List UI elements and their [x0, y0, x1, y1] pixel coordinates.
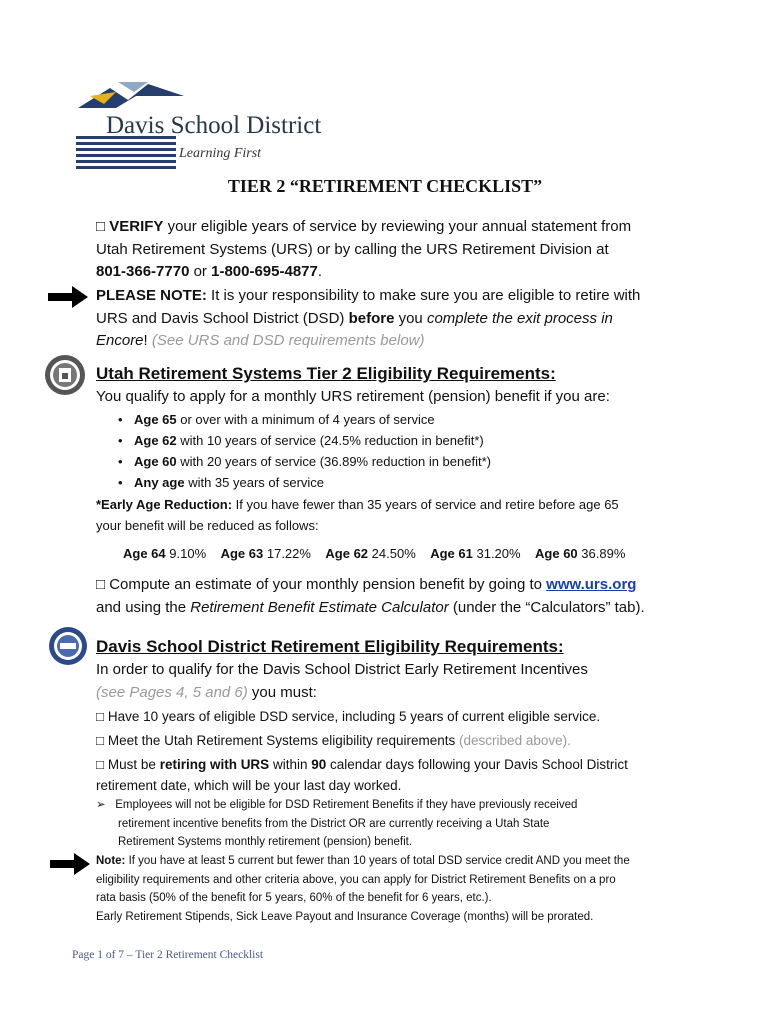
district-logo — [76, 78, 366, 178]
page-title: TIER 2 “RETIREMENT CHECKLIST” — [227, 176, 543, 196]
reduction-item: Age 64 9.10% — [123, 546, 207, 561]
urs-heading: Utah Retirement Systems Tier 2 Eligibility Requirements: — [96, 364, 556, 383]
dsd-exception: ➢ Employees will not be eligible for DSD Retirement Benefits if they have previously received retirement incentive benefits from the District OR are currently receiving a Utah State Retirement Systems monthly retirement (pension) benefit. — [96, 799, 578, 848]
reduction-item: Age 61 31.20% — [430, 546, 521, 561]
dsd-seal-icon — [48, 626, 88, 666]
list-item: • Age 60 with 20 years of service (36.89% reduction in benefit*) — [118, 454, 491, 469]
dsd-note: Note: If you have at least 5 current but fewer than 10 years of total DSD service credit AND you meet the eligibility requirements and other criteria above, you can apply for District Retirement Benefits on a pro rata basis (50% of the benefit for 5 years, 60% of the benefit for 6 years, etc.). Early Retirement Stipends, Sick Leave Payout and Insurance Coverage (months) will be prorated. — [96, 855, 630, 923]
dsd-intro: In order to qualify for the Davis School District Early Retirement Incentives (see Pages 4, 5 and 6) you must: — [96, 661, 588, 701]
list-item: • Any age with 35 years of service — [118, 475, 325, 490]
urs-link[interactable]: www.urs.org — [546, 576, 637, 593]
logo-tagline: Learning First — [179, 146, 262, 161]
reduction-item: Age 63 17.22% — [220, 546, 311, 561]
early-age-reduction: *Early Age Reduction: If you have fewer than 35 years of service and retire before age 65 your benefit will be reduced as follows: — [96, 497, 619, 533]
arrow-bullet-icon: ➢ — [96, 799, 106, 811]
dsd-check-1: □ Have 10 years of eligible DSD service, including 5 years of current eligible service. — [96, 709, 601, 724]
right-arrow-icon — [48, 286, 88, 308]
dsd-heading: Davis School District Retirement Eligibility Requirements: — [96, 637, 564, 656]
urs-intro: You qualify to apply for a monthly URS retirement (pension) benefit if you are: — [96, 388, 610, 405]
list-item: • Age 62 with 10 years of service (24.5% reduction in benefit*) — [118, 433, 484, 448]
right-arrow-icon — [50, 853, 90, 875]
page-footer: Page 1 of 7 – Tier 2 Retirement Checklist — [72, 949, 264, 961]
logo-title: Davis School District — [106, 112, 322, 139]
dsd-check-3: □ Must be retiring with URS within 90 calendar days following your Davis School District retirement date, which will be your last day worked. — [96, 757, 628, 793]
reduction-item: Age 62 24.50% — [325, 546, 416, 561]
urs-eligibility-list — [118, 409, 491, 493]
compute-estimate: □ Compute an estimate of your monthly pension benefit by going to www.urs.org and using the Retirement Benefit Estimate Calculator (under the “Calculators” tab). — [96, 576, 645, 616]
urs-seal-icon — [44, 354, 86, 396]
reduction-item: Age 60 36.89% — [535, 546, 626, 561]
reduction-table — [123, 543, 625, 564]
please-note: PLEASE NOTE: It is your responsibility to make sure you are eligible to retire with URS and Davis School District (DSD) before you complete the exit process in Encore! (See URS and DSD requirements below) — [96, 287, 641, 349]
list-item: • Age 65 or over with a minimum of 4 years of service — [118, 412, 435, 427]
verify-item: □ VERIFY your eligible years of service by reviewing your annual statement from Utah Retirement Systems (URS) or by calling the URS Retirement Division at 801-366-7770 or 1-800-695-4877. — [96, 218, 632, 280]
dsd-check-2: □ Meet the Utah Retirement Systems eligibility requirements (described above). — [96, 733, 571, 748]
